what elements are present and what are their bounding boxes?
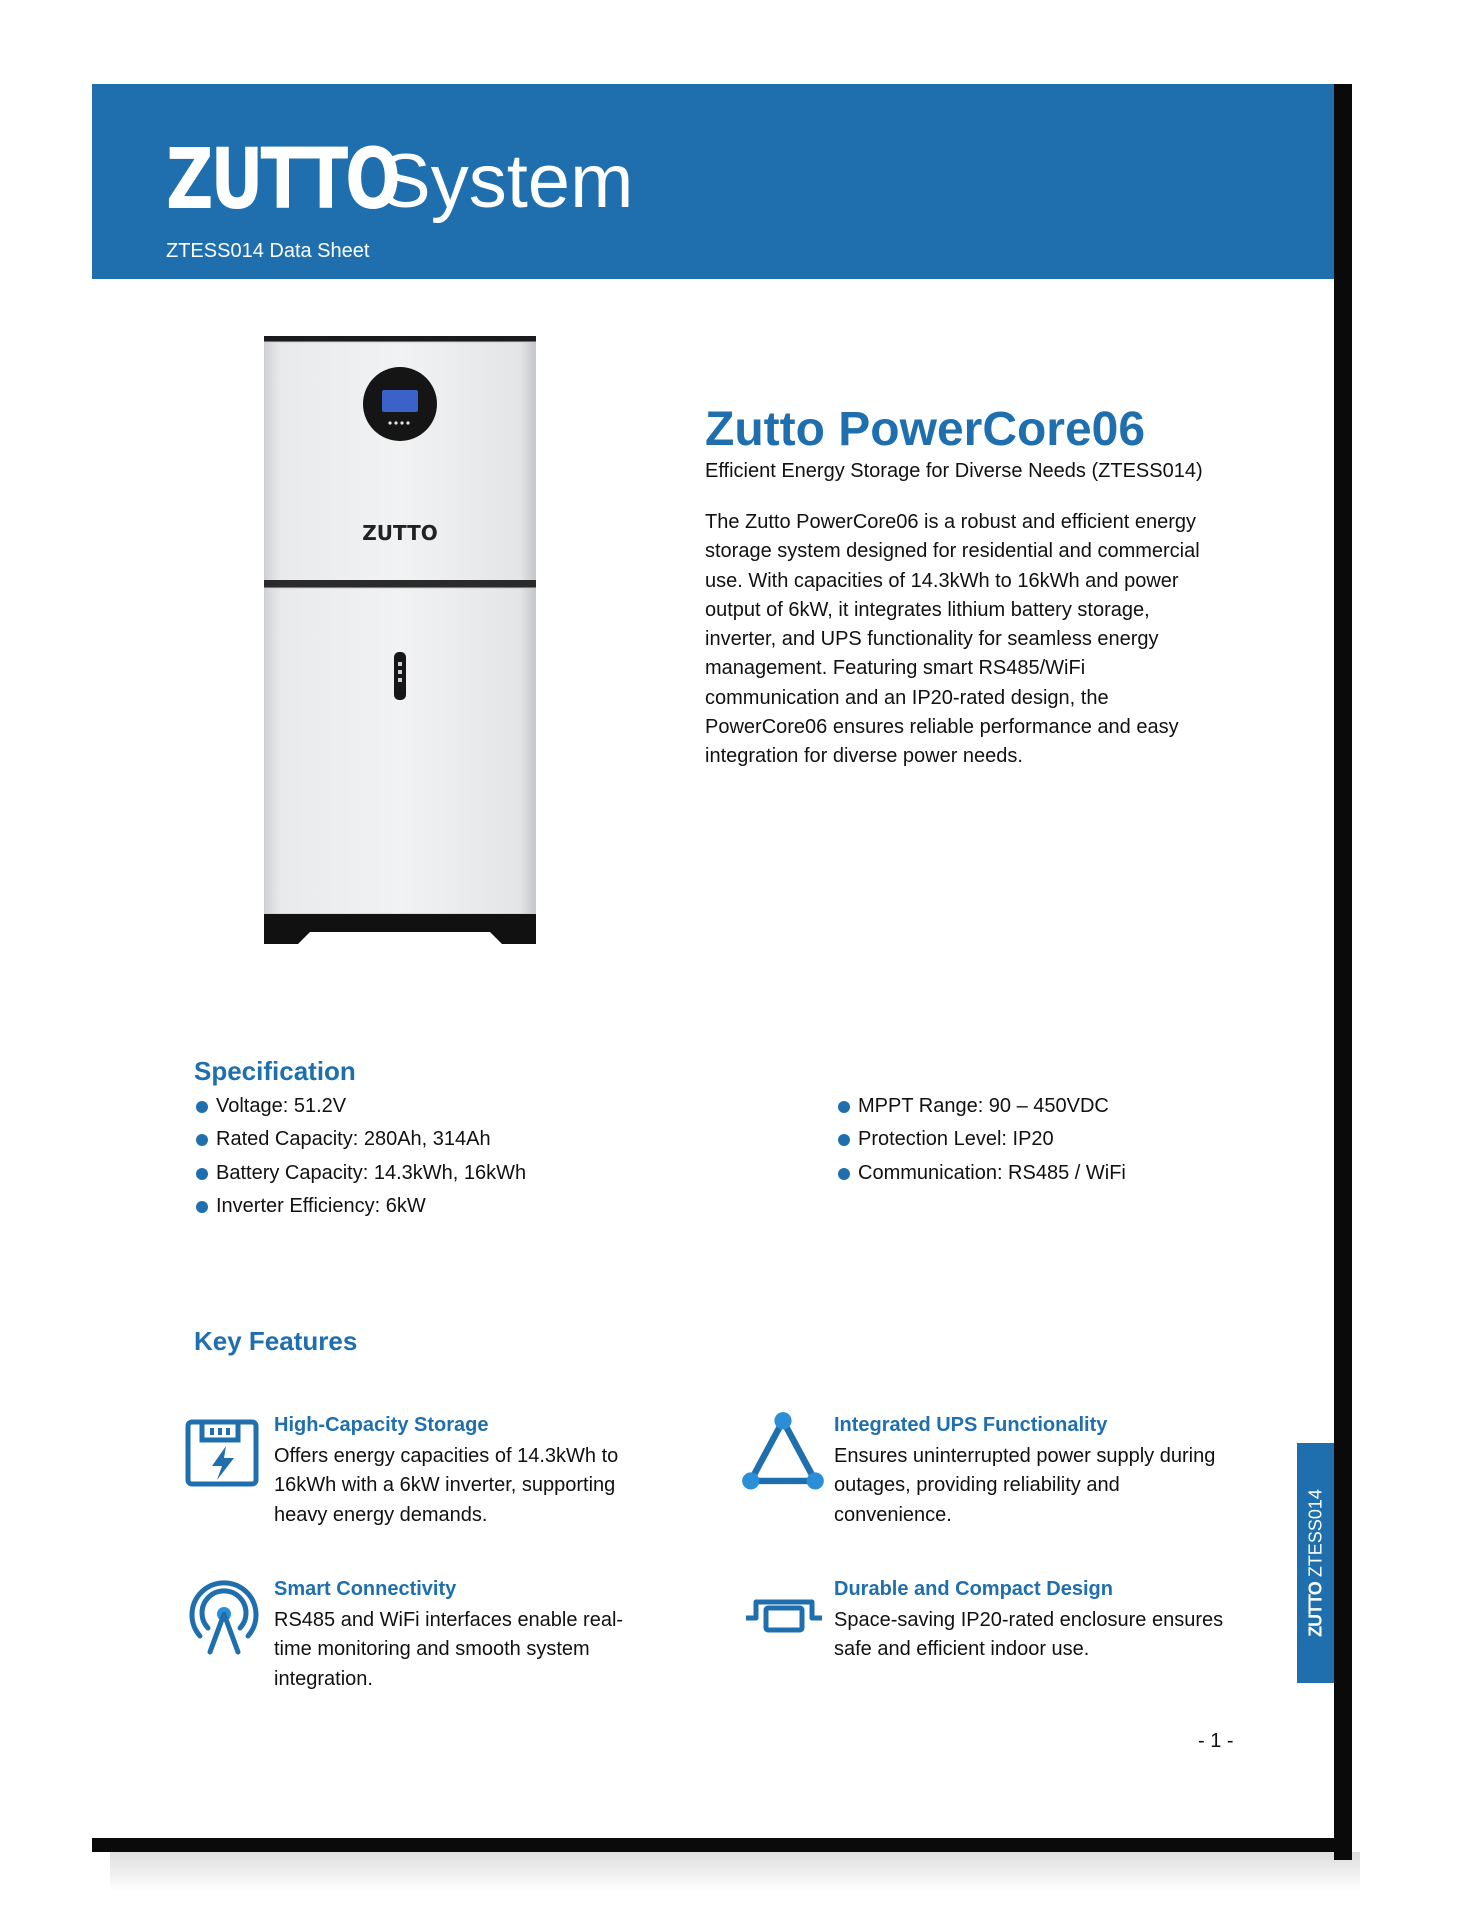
- feature-text: Offers energy capacities of 14.3kWh to 16kWh with a 6kW inverter, supporting heavy energy demands.: [274, 1445, 619, 1526]
- product-tagline: Efficient Energy Storage for Diverse Needs (ZTESS014): [705, 460, 1203, 482]
- feature-text: RS485 and WiFi interfaces enable real-time monitoring and smooth system integration.: [274, 1609, 624, 1690]
- spec-item: MPPT Range: 90 – 450VDC: [838, 1090, 1126, 1123]
- bullet-dot-icon: [196, 1168, 208, 1180]
- spec-list-right: [838, 1090, 1126, 1190]
- specification-heading: Specification: [194, 1056, 356, 1086]
- spec-item: Inverter Efficiency: 6kW: [196, 1190, 526, 1223]
- spec-item: Rated Capacity: 280Ah, 314Ah: [196, 1123, 526, 1156]
- spec-item: Battery Capacity: 14.3kWh, 16kWh: [196, 1157, 526, 1190]
- key-features-heading: Key Features: [194, 1326, 358, 1356]
- brand-logo: [166, 130, 634, 228]
- feature-text: Ensures uninterrupted power supply during outages, providing reliability and convenience.: [834, 1445, 1216, 1526]
- brand-light-text: System: [380, 139, 634, 224]
- triangle-network-icon: [740, 1410, 826, 1496]
- side-tab-brand: ZUTTO: [1305, 1582, 1325, 1637]
- feature-title: High-Capacity Storage: [274, 1414, 489, 1436]
- brand-bold-text: ZUTTO: [166, 130, 398, 228]
- feature-title: Integrated UPS Functionality: [834, 1414, 1108, 1436]
- side-tab: [1297, 1443, 1334, 1683]
- side-tab-text: [1305, 1489, 1326, 1637]
- compact-enclosure-icon: [744, 1578, 824, 1658]
- header-band: [92, 84, 1334, 279]
- battery-storage-icon: [184, 1414, 264, 1494]
- feature-text: Space-saving IP20-rated enclosure ensures safe and efficient indoor use.: [834, 1609, 1224, 1661]
- bullet-dot-icon: [838, 1168, 850, 1180]
- product-title: Zutto PowerCore06: [705, 403, 1146, 456]
- page-edge-right: [1334, 84, 1352, 1860]
- doc-subtitle: ZTESS014 Data Sheet: [166, 240, 370, 262]
- side-tab-code: ZTESS014: [1305, 1489, 1325, 1578]
- spec-item: Protection Level: IP20: [838, 1123, 1126, 1156]
- product-image: [264, 336, 536, 944]
- device-logo: ZUTTO: [362, 521, 438, 545]
- bullet-dot-icon: [838, 1134, 850, 1146]
- page-edge-bottom: [92, 1838, 1352, 1852]
- page-number: - 1 -: [1198, 1730, 1234, 1752]
- product-description: The Zutto PowerCore06 is a robust and efficient energy storage system designed for residential and commercial use. With capacities of 14.3kWh to 16kWh and power output of 6kW, it integrates lithium battery storage, inverter, and UPS functionality for seamless energy management. Featuring smart RS485/WiFi communication and an IP20-rated design, the PowerCore06 ensures reliable performance and easy integration for diverse power needs.: [705, 511, 1200, 768]
- datasheet-page: [92, 84, 1334, 1838]
- bullet-dot-icon: [196, 1134, 208, 1146]
- page-soft-shadow: [110, 1852, 1360, 1892]
- antenna-signal-icon: [184, 1578, 264, 1658]
- spec-item: Voltage: 51.2V: [196, 1090, 526, 1123]
- spec-list-left: [196, 1090, 526, 1224]
- bullet-dot-icon: [196, 1101, 208, 1113]
- feature-title: Durable and Compact Design: [834, 1578, 1113, 1600]
- bullet-dot-icon: [838, 1101, 850, 1113]
- spec-item: Communication: RS485 / WiFi: [838, 1157, 1126, 1190]
- feature-title: Smart Connectivity: [274, 1578, 457, 1600]
- bullet-dot-icon: [196, 1201, 208, 1213]
